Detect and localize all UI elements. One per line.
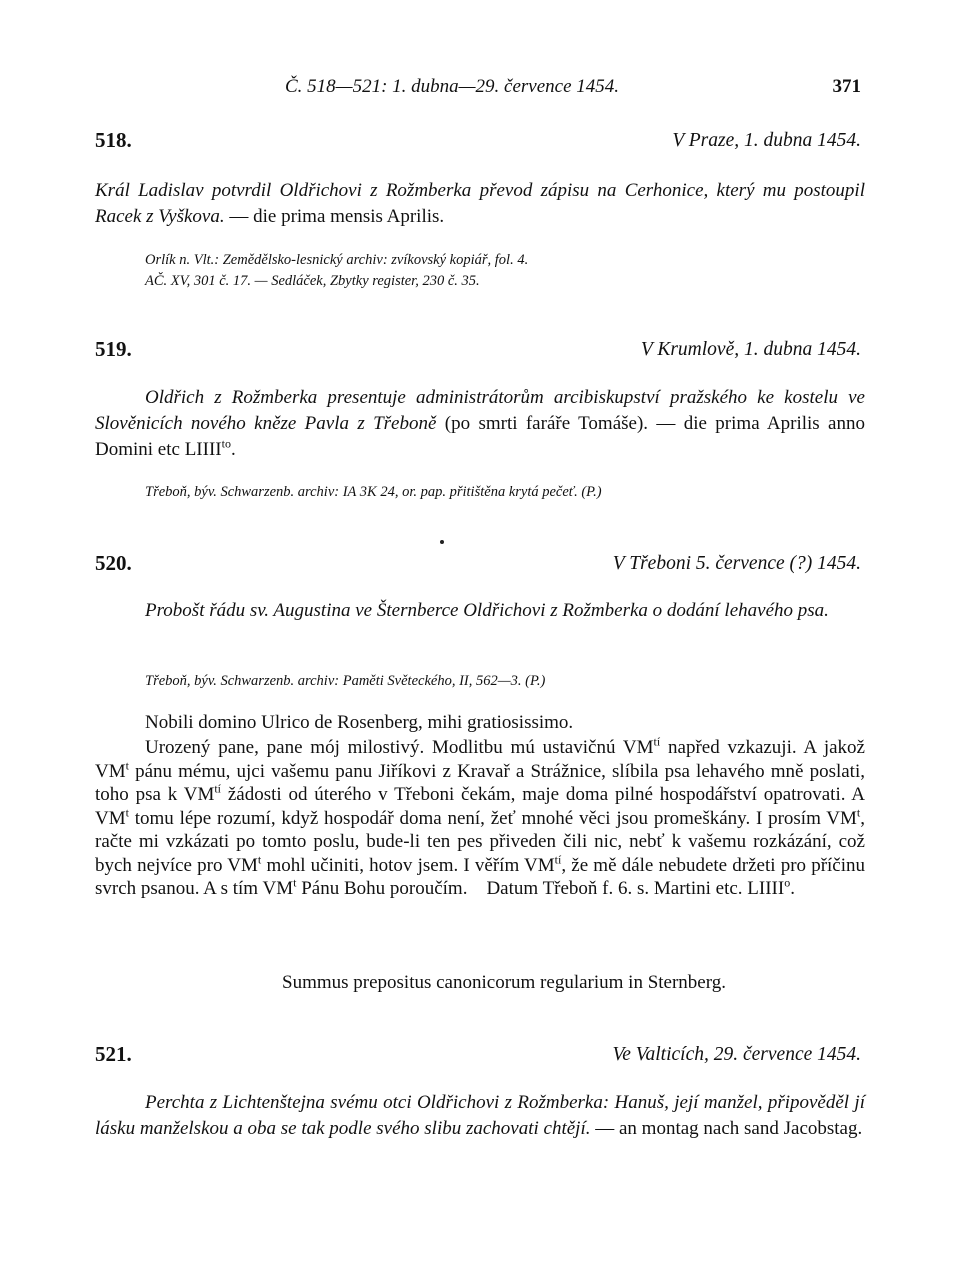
entry-source: AČ. XV, 301 č. 17. — Sedláček, Zbytky register, 230 č. 35. (145, 273, 480, 289)
entry-number: 519. (95, 337, 132, 361)
letter-text: pánu mému, ujci vašemu panu Jiříkovi z Kravař a Strážnice, slíbila psa lehavého mně poslati, toho psa k VM (95, 760, 865, 805)
document-page (95, 0, 865, 1264)
entry-place-date: V Třeboni 5. července (?) 1454. (612, 553, 861, 574)
abbrev-superscript: tí (653, 734, 661, 749)
abbrev-superscript: t (293, 875, 297, 890)
entry-regest (95, 598, 865, 624)
regest-latin: — die prima mensis Aprilis. (224, 206, 445, 227)
entry-place-date: V Krumlově, 1. dubna 1454. (640, 339, 861, 360)
printer-dot (440, 540, 444, 544)
abbrev-superscript: tí (554, 852, 562, 867)
running-title: Č. 518—521: 1. dubna—29. července 1454. (285, 76, 620, 97)
entry-regest (95, 385, 865, 463)
entry-source: Třeboň, býv. Schwarzenb. archiv: IA 3K 24, or. pap. přitištěna krytá pečeť. (P.) (145, 484, 602, 500)
entry-number: 518. (95, 128, 132, 152)
entry-place-date: V Praze, 1. dubna 1454. (672, 130, 861, 151)
regest-italic: Oldřich z Rožmberka presentuje administrátorům arcibiskupství pražského ke kostelu ve Slověnicích nového kněze Pavla z Třeboně (95, 387, 865, 434)
regest-superscript: to (221, 436, 231, 451)
entry-regest (95, 1090, 865, 1142)
letter-salutation: Nobili domino Ulrico de Rosenberg, mihi gratiosissimo. (145, 712, 574, 733)
letter-text: tomu lépe rozumí, když hospodář doma není, žeť mnohé věci jsou promeškány. I prosím VM (128, 807, 857, 829)
abbrev-superscript: tí (214, 781, 222, 796)
entry-number: 521. (95, 1042, 132, 1066)
entry-source: Třeboň, býv. Schwarzenb. archiv: Paměti Světeckého, II, 562—3. (P.) (145, 673, 546, 689)
abbrev-superscript: t (257, 852, 262, 867)
regest-end: . (230, 439, 236, 460)
regest-plain: — an montag nach sand Jacobstag. (590, 1118, 863, 1139)
letter-text: , račte mi vzkázati po tomto poslu, bude-li ten pes přiveden čili nic, nebť k vašemu rozkázání, což bych nejvíce pro VM (95, 807, 865, 876)
letter-text: Urozený pane, pane mój milostivý. Modlitbu mú ustavičnú VM (145, 737, 654, 758)
entry-source: Orlík n. Vlt.: Zemědělsko-lesnický archiv: zvíkovský kopiář, fol. 4. (145, 252, 529, 268)
entry-regest (95, 178, 865, 230)
regest-italic: Král Ladislav potvrdil Oldřichovi z Rožmberka převod zápisu na Cerhonice, který mu postoupil Racek z Vyškova. (95, 180, 865, 227)
page-number: 371 (832, 76, 861, 97)
letter-text: . (790, 878, 795, 899)
letter-text: žádosti od úterého v Třeboni čekám, maje doma pilné hospodářství opatrovati. A VM (95, 784, 865, 829)
letter-text: napřed vzkazuji. A jakož VM (95, 737, 865, 782)
letter-text: Pánu Bohu poroučím. Datum Třeboň f. 6. s. Martini etc. LIIII (296, 878, 785, 899)
regest-plain: (po smrti faráře Tomáše). — die prima Aprilis anno Domini etc LIIII (95, 413, 865, 460)
letter-text: , že mě dále nebudete držeti pro příčinu svrch psanou. A s tím VM (95, 854, 866, 899)
entry-number: 520. (95, 551, 132, 575)
abbrev-superscript: t (856, 805, 861, 820)
regest-italic: Probošt řádu sv. Augustina ve Šternberce Oldřichovi z Rožmberka o dodání lehavého psa. (145, 600, 829, 621)
letter-body (95, 736, 865, 901)
abbrev-superscript: t (125, 758, 129, 773)
abbrev-superscript: o (784, 875, 791, 890)
abbrev-superscript: t (125, 805, 129, 820)
regest-italic: Perchta z Lichtenštejna svému otci Oldřichovi z Rožmberka: Hanuš, její manžel, připověděl jí lásku manželskou a oba se tak podle svého slibu zachovati chtějí. (95, 1092, 865, 1139)
letter-text: mohl učiniti, hotov jsem. I věřím VM (261, 854, 555, 876)
entry-place-date: Ve Valticích, 29. července 1454. (612, 1044, 861, 1065)
letter-signature: Summus prepositus canonicorum regularium in Sternberg. (282, 972, 726, 993)
